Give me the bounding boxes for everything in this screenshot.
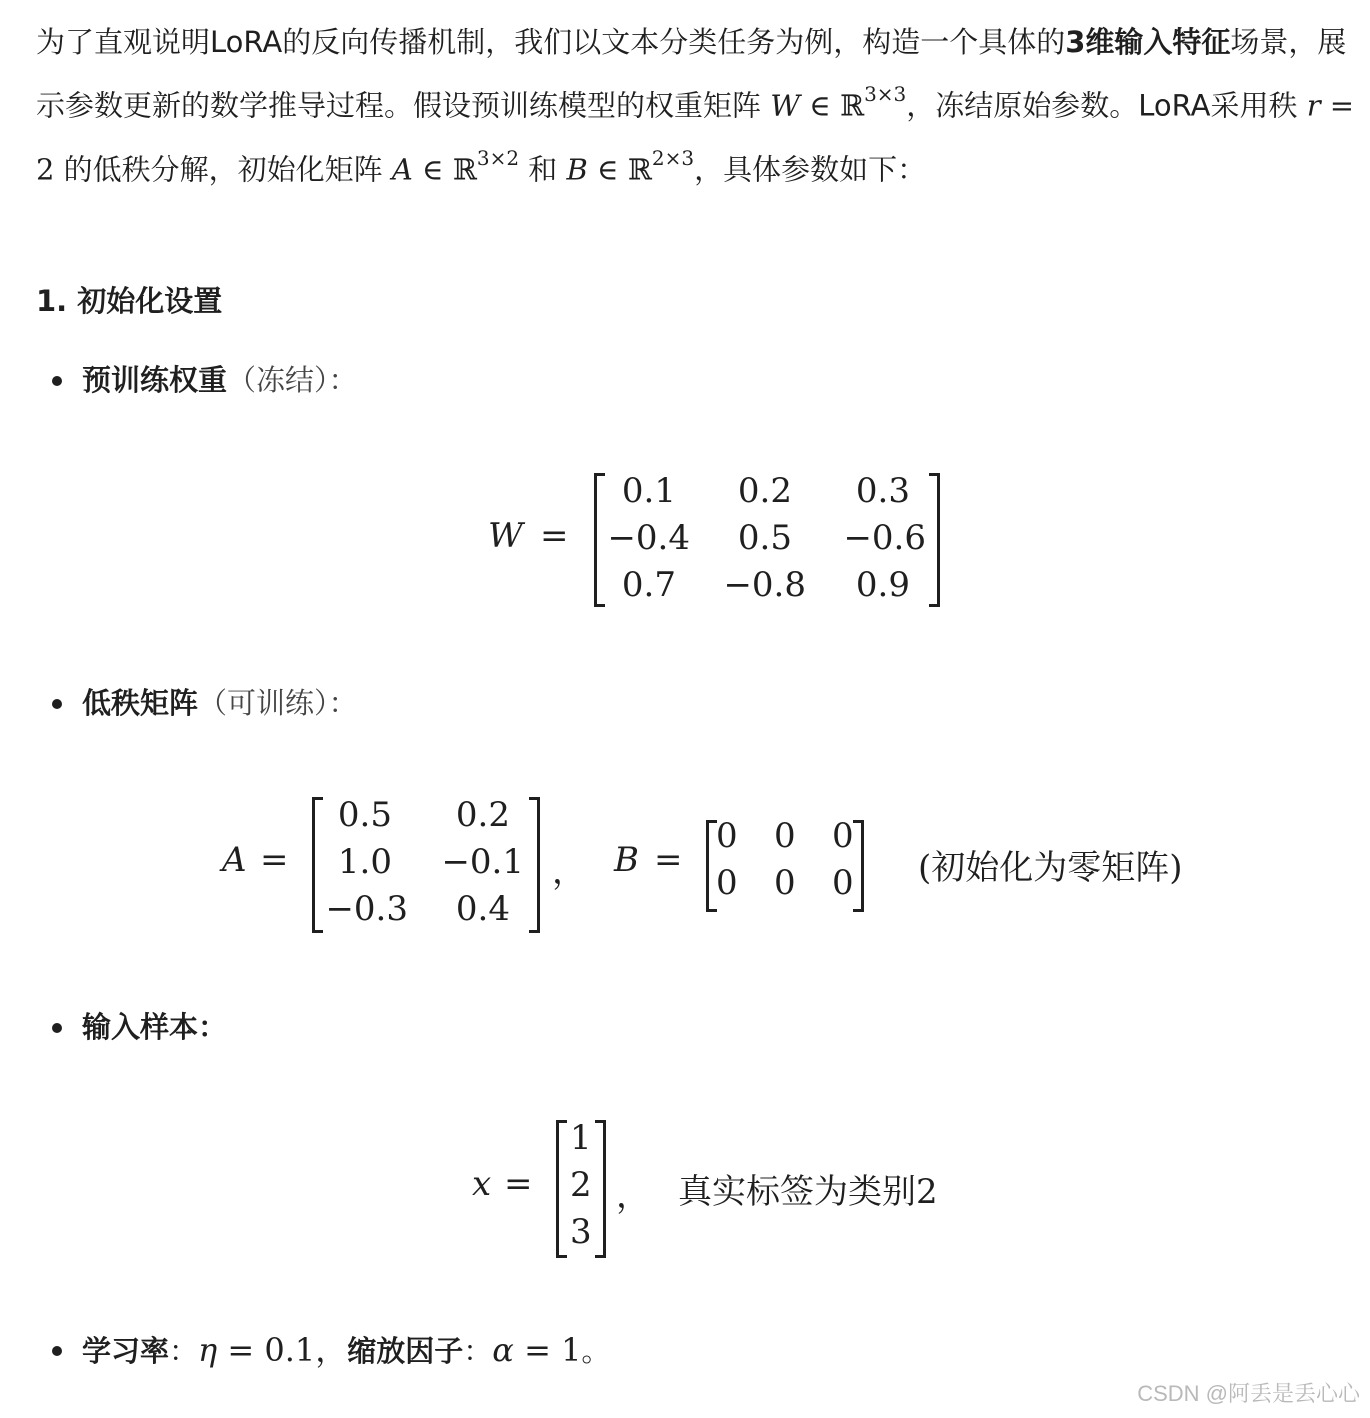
bullet-lowrank-label: 低秩矩阵: [82, 686, 199, 720]
bullet-scale-label: 缩放因子: [347, 1334, 464, 1368]
B-dimension: 2×3: [651, 145, 695, 170]
matrix-W-cell: 0.9: [855, 565, 910, 605]
eq-B-label: B: [614, 840, 639, 880]
matrix-A-cell: 0.4: [455, 889, 510, 929]
csdn-watermark: CSDN @阿丢是丢心心: [1137, 1381, 1360, 1406]
matrix-A: [312, 797, 540, 933]
bullet-weights-label: 预训练权重: [82, 363, 228, 397]
eq-AB-comma: ，: [552, 852, 586, 892]
eq-W-label: W: [488, 516, 523, 556]
bullet-lr-end: 。: [581, 1334, 611, 1368]
intro-text-4: 的低秩分解，初始化矩阵: [54, 152, 392, 187]
vector-x-left-bracket: [556, 1120, 567, 1258]
matrix-A-cell: 0.5: [337, 795, 392, 835]
bullet-learning-rate: [82, 1329, 610, 1372]
eta-value: = 0.1，: [217, 1331, 348, 1369]
bullet-scale-colon: ：: [463, 1334, 493, 1368]
rank-value: = 2: [36, 88, 1355, 187]
matrix-A-cell: −0.1: [441, 842, 524, 882]
matrix-W-cell: −0.8: [723, 565, 806, 605]
eq-x-comma: ，: [616, 1176, 650, 1216]
element-of-symbol: ∈: [800, 88, 840, 123]
bullet-pretrained-weights: [82, 359, 358, 401]
vector-x: [556, 1120, 606, 1258]
element-of-symbol-a: ∈: [412, 152, 453, 187]
A-dimension: 3×2: [476, 145, 520, 170]
matrix-A-cell: 0.2: [455, 795, 510, 835]
matrix-W-cell: 0.1: [621, 471, 676, 511]
eq-A-label: A: [222, 840, 247, 880]
rank-symbol: r: [1306, 88, 1321, 123]
matrix-W-cell: 0.7: [621, 565, 676, 605]
matrix-B-right-bracket: [853, 820, 864, 912]
matrix-W-right-bracket: [929, 473, 940, 607]
eq-B-equals: =: [654, 840, 683, 880]
vector-x-right-bracket: [595, 1120, 606, 1258]
matrix-A-right-bracket: [529, 797, 540, 933]
intro-text-5: 和: [519, 152, 567, 187]
vector-x-cell: 3: [570, 1212, 592, 1252]
matrix-B-cell: 0: [716, 816, 738, 856]
intro-text-2: 场景，展示参数更新的数学推导过程。假设预训练模型的权重矩阵: [36, 25, 1347, 123]
bullet-lr-label: 学习率: [82, 1334, 170, 1368]
bullet-lowrank-paren: （可训练）：: [198, 686, 358, 720]
matrix-W-left-bracket: [594, 473, 605, 607]
section-heading: 1. 初始化设置: [36, 284, 223, 318]
bullet-input-sample: [82, 1006, 227, 1048]
B-symbol: B: [566, 152, 588, 187]
eq-x-equals: =: [504, 1164, 533, 1204]
matrix-W-cell: 0.3: [855, 471, 910, 511]
A-symbol: A: [391, 152, 413, 187]
eq-A-equals: =: [260, 840, 289, 880]
intro-paragraph: [36, 14, 1356, 197]
real-set-symbol: ℝ: [839, 88, 865, 123]
bullet-low-rank-matrices: [82, 682, 358, 724]
eq-x-label: x: [472, 1164, 492, 1204]
vector-x-cell: 2: [570, 1165, 592, 1205]
matrix-A-cell: 1.0: [337, 842, 392, 882]
W-dimension: 3×3: [864, 82, 907, 106]
matrix-B-cell: 0: [832, 863, 854, 903]
matrix-W-cell: −0.6: [843, 518, 926, 558]
eq-x-note: 真实标签为类别2: [678, 1172, 938, 1212]
bullet-input-label: 输入样本：: [82, 1010, 228, 1044]
matrix-A-left-bracket: [312, 797, 323, 933]
matrix-A-cell: −0.3: [325, 889, 408, 929]
bullet-lr-colon: ：: [169, 1334, 199, 1368]
alpha-value: = 1: [513, 1331, 582, 1369]
matrix-B-cell: 0: [774, 863, 796, 903]
vector-x-cell: 1: [570, 1118, 592, 1158]
eq-W-equals: =: [540, 516, 569, 556]
intro-text-1: 为了直观说明LoRA的反向传播机制，我们以文本分类任务为例，构造一个具体的: [36, 25, 1066, 59]
matrix-W-cell: 0.2: [737, 471, 792, 511]
intro-text-3: ，冻结原始参数。LoRA采用秩: [906, 88, 1307, 123]
element-of-symbol-b: ∈: [587, 152, 628, 187]
matrix-B-cell: 0: [832, 816, 854, 856]
real-set-symbol-b: ℝ: [627, 152, 652, 187]
intro-bold-text: 3维输入特征: [1065, 25, 1231, 59]
alpha-symbol: α: [492, 1331, 514, 1369]
eta-symbol: η: [198, 1331, 218, 1369]
W-symbol: W: [770, 88, 801, 123]
matrix-B: [706, 816, 864, 912]
eq-B-note: (初始化为零矩阵): [918, 848, 1183, 888]
matrix-B-cell: 0: [716, 863, 738, 903]
real-set-symbol-a: ℝ: [452, 152, 477, 187]
intro-text-6: ，具体参数如下：: [694, 152, 927, 187]
matrix-B-cell: 0: [774, 816, 796, 856]
matrix-W-cell: 0.5: [737, 518, 792, 558]
bullet-weights-paren: （冻结）：: [227, 363, 358, 397]
matrix-W: [594, 473, 940, 607]
matrix-W-cell: −0.4: [607, 518, 690, 558]
